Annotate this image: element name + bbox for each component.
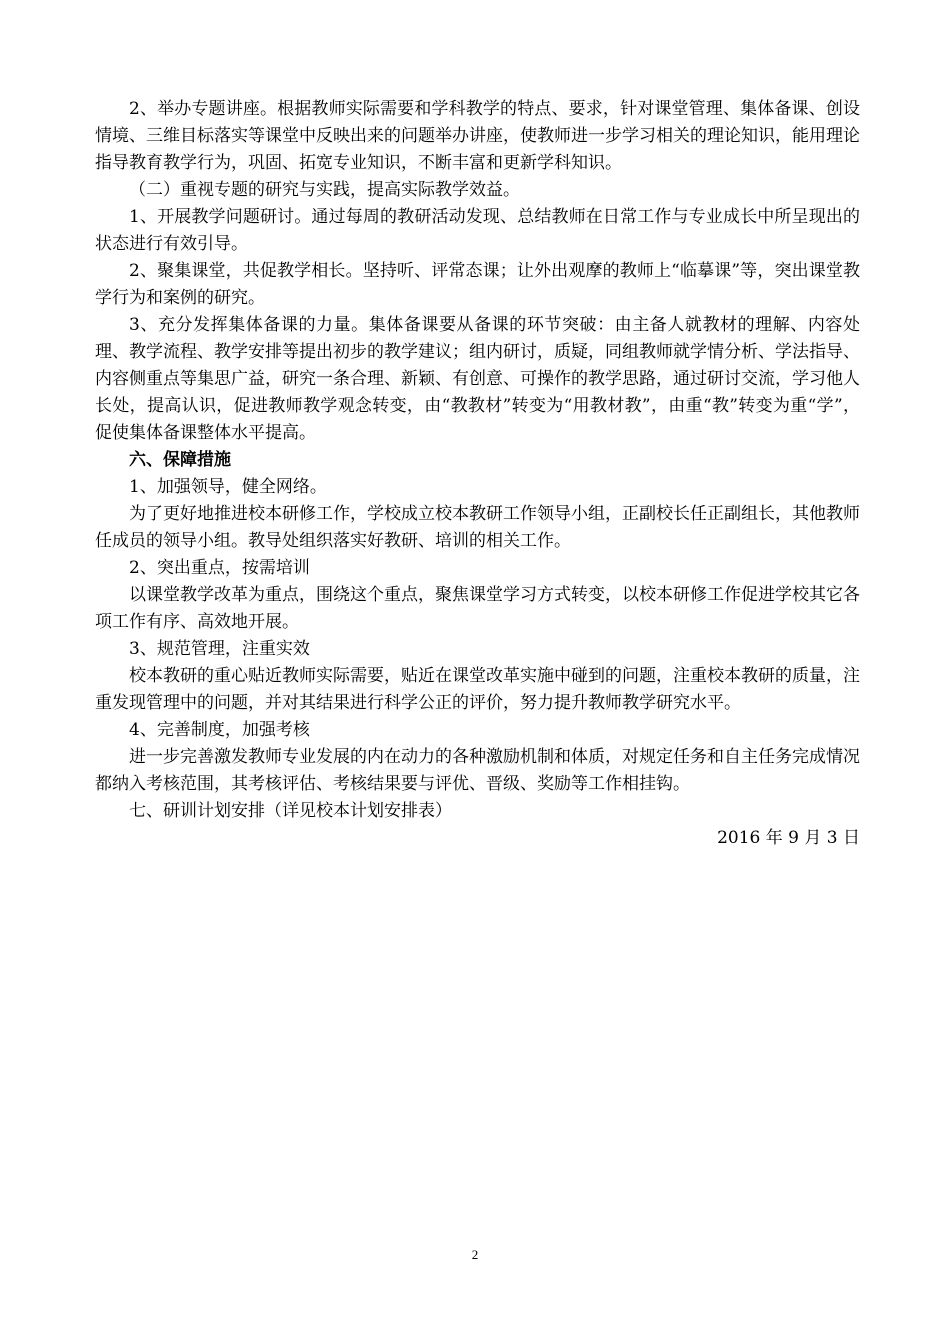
page-number: 2 bbox=[471, 1247, 479, 1262]
paragraph-system-heading: 4、完善制度，加强考核 bbox=[129, 720, 310, 740]
paragraph-research-heading: （二）重视专题的研究与实践，提高实际教学效益。 bbox=[129, 180, 520, 200]
paragraph-leadership-body: 为了更好地推进校本研修工作，学校成立校本教研工作领导小组，正副校长任正副组长，其他教师任成员的领导小组。教导处组织落实好教研、培训的相关工作。 bbox=[95, 504, 860, 551]
paragraph-group-lesson-prep: 3、充分发挥集体备课的力量。集体备课要从备课的环节突破：由主备人就教材的理解、内容处理、教学流程、教学安排等提出初步的教学建议；组内研讨，质疑，同组教师就学情分析、学法指导、内容侧重点等集思广益，研究一条合理、新颖、有创意、可操作的教学思路，通过研讨交流，学习他人长处，提高认识，促进教师教学观念转变，由“教教材”转变为“用教材教”，由重“教”转变为重“学”，促使集体备课整体水平提高。 bbox=[95, 315, 860, 443]
document-date: 2016 年 9 月 3 日 bbox=[717, 828, 860, 848]
paragraph-system-body: 进一步完善激发教师专业发展的内在动力的各种激励机制和体质，对规定任务和自主任务完成情况都纳入考核范围，其考核评估、考核结果要与评优、晋级、奖励等工作相挂钩。 bbox=[95, 747, 860, 794]
document-body bbox=[95, 96, 860, 852]
paragraph-lecture: 2、举办专题讲座。根据教师实际需要和学科教学的特点、要求，针对课堂管理、集体备课、创设情境、三维目标落实等课堂中反映出来的问题举办讲座，使教师进一步学习相关的理论知识，能用理论指导教育教学行为，巩固、拓宽专业知识，不断丰富和更新学科知识。 bbox=[95, 99, 860, 173]
paragraph-training-heading: 2、突出重点，按需培训 bbox=[129, 558, 310, 578]
paragraph-management-body: 校本教研的重心贴近教师实际需要，贴近在课堂改革实施中碰到的问题，注重校本教研的质量，注重发现管理中的问题，并对其结果进行科学公正的评价，努力提升教师教学研究水平。 bbox=[95, 666, 860, 713]
section-heading-safeguards: 六、保障措施 bbox=[129, 450, 231, 470]
paragraph-problem-discussion: 1、开展教学问题研讨。通过每周的教研活动发现、总结教师在日常工作与专业成长中所呈现出的状态进行有效引导。 bbox=[95, 207, 860, 254]
paragraph-classroom-focus: 2、聚集课堂，共促教学相长。坚持听、评常态课；让外出观摩的教师上“临摹课”等，突出课堂教学行为和案例的研究。 bbox=[95, 261, 860, 308]
paragraph-leadership-heading: 1、加强领导，健全网络。 bbox=[129, 477, 327, 497]
paragraph-management-heading: 3、规范管理，注重实效 bbox=[129, 639, 310, 659]
paragraph-training-body: 以课堂教学改革为重点，围绕这个重点，聚焦课堂学习方式转变，以校本研修工作促进学校其它各项工作有序、高效地开展。 bbox=[95, 585, 860, 632]
section-heading-training-plan: 七、研训计划安排（详见校本计划安排表） bbox=[129, 801, 452, 821]
